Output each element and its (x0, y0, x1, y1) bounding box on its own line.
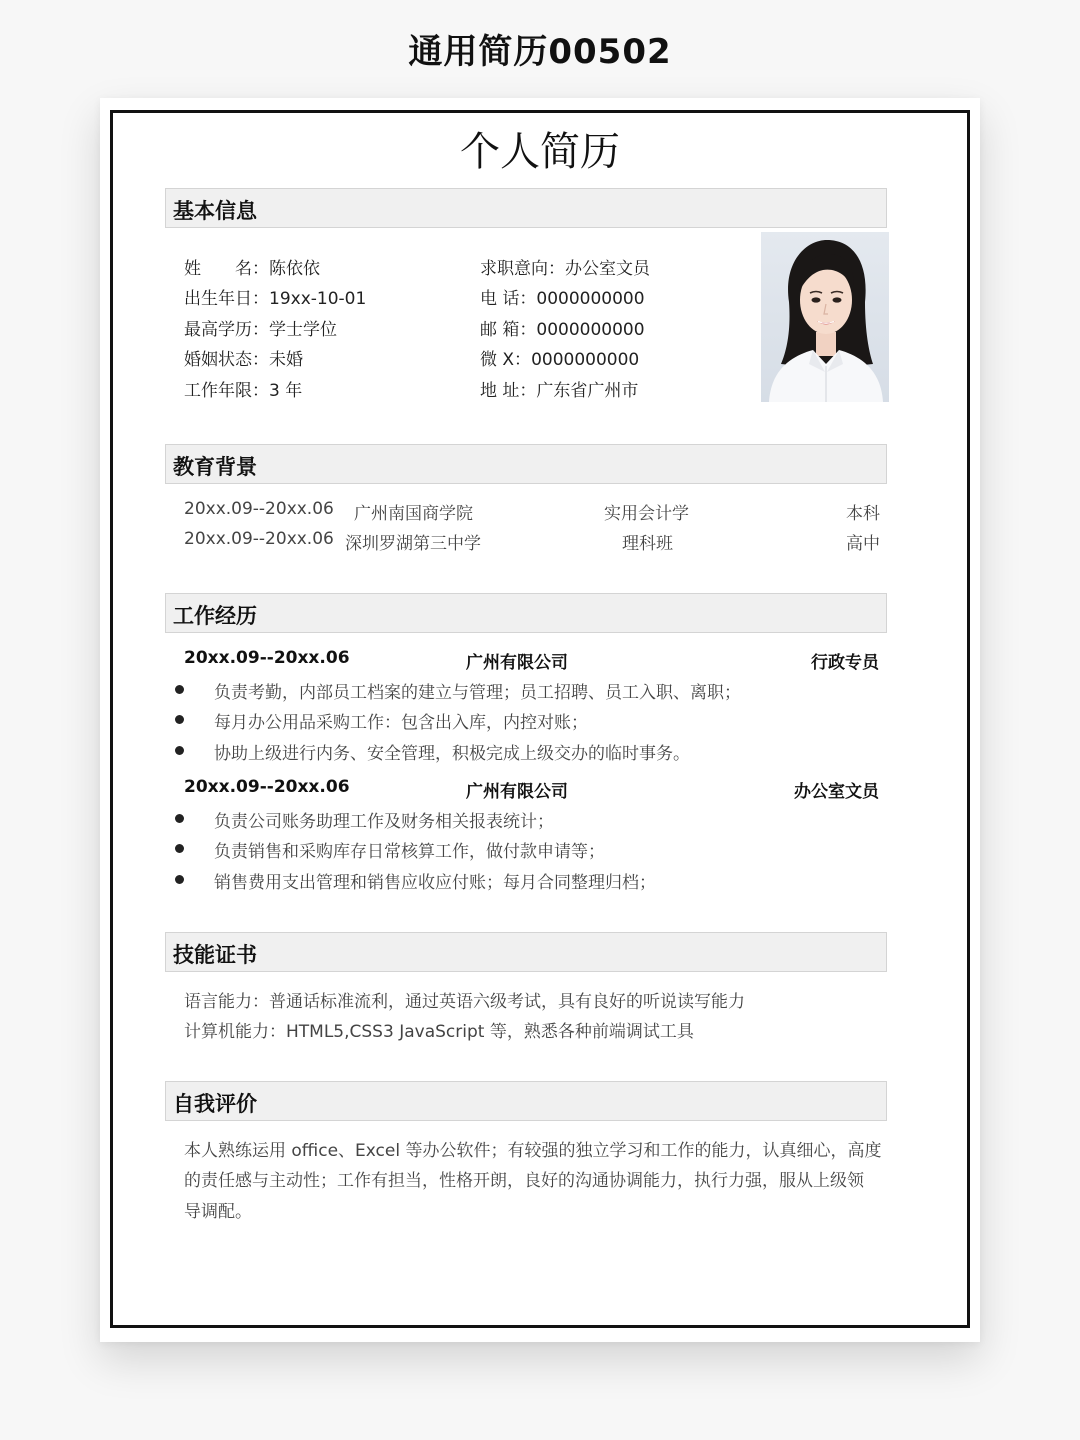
section-basic-info-label: 基本信息 (173, 199, 257, 223)
section-basic-info (165, 188, 887, 228)
work-duty: 销售费用支出管理和销售应收应付账；每月合同整理归档； (214, 873, 656, 893)
work-period: 20xx.09--20xx.06 (184, 777, 350, 797)
work-duty: 负责公司账务助理工作及财务相关报表统计； (214, 812, 554, 832)
page-title: 通用简历00502 (408, 32, 672, 72)
section-skills-label: 技能证书 (173, 943, 257, 967)
edu-major: 实用会计学 (604, 504, 689, 524)
basic-info-marital: 婚姻状态：未婚 (184, 350, 303, 370)
work-duty: 每月办公用品采购工作：包含出入库，内控对账； (214, 713, 588, 733)
work-company: 广州有限公司 (466, 782, 568, 802)
work-company: 广州有限公司 (466, 653, 568, 673)
work-duty: 协助上级进行内务、安全管理，积极完成上级交办的临时事务。 (214, 744, 690, 764)
basic-info-intention: 求职意向：办公室文员 (480, 259, 650, 279)
resume-title: 个人简历 (460, 129, 620, 175)
section-skills (165, 932, 887, 972)
self-eval-line: 的责任感与主动性；工作有担当，性格开朗，良好的沟通协调能力，执行力强，服从上级领 (184, 1171, 864, 1191)
edu-degree: 本科 (846, 504, 880, 524)
basic-info-address: 地 址：广东省广州市 (480, 381, 639, 401)
edu-degree: 高中 (846, 534, 880, 554)
bullet-dot (175, 685, 184, 694)
section-education-label: 教育背景 (173, 455, 257, 479)
section-work-label: 工作经历 (173, 604, 257, 628)
skill-computer: 计算机能力：HTML5,CSS3 JavaScript 等，熟悉各种前端调试工具 (184, 1022, 694, 1042)
edu-period: 20xx.09--20xx.06 (184, 499, 334, 519)
bullet-dot (175, 746, 184, 755)
work-position: 行政专员 (811, 653, 879, 673)
basic-info-email: 邮 箱：0000000000 (480, 320, 645, 340)
basic-info-degree: 最高学历：学士学位 (184, 320, 337, 340)
edu-period: 20xx.09--20xx.06 (184, 529, 334, 549)
work-duty: 负责考勤，内部员工档案的建立与管理；员工招聘、员工入职、离职； (214, 683, 741, 703)
self-eval-line: 本人熟练运用 office、Excel 等办公软件；有较强的独立学习和工作的能力，认真细心，高度 (184, 1141, 882, 1161)
basic-info-wechat: 微 X：0000000000 (480, 350, 640, 370)
basic-info-years: 工作年限：3 年 (184, 381, 303, 401)
work-position: 办公室文员 (794, 782, 879, 802)
work-period: 20xx.09--20xx.06 (184, 648, 350, 668)
section-education (165, 444, 887, 484)
work-duty: 负责销售和采购库存日常核算工作，做付款申请等； (214, 842, 605, 862)
skill-language: 语言能力：普通话标准流利，通过英语六级考试，具有良好的听说读写能力 (184, 992, 745, 1012)
bullet-dot (175, 844, 184, 853)
self-eval-line: 导调配。 (184, 1202, 252, 1222)
section-work (165, 593, 887, 633)
resume-paper (100, 98, 980, 1342)
edu-school: 深圳罗湖第三中学 (345, 534, 481, 554)
basic-info-birth: 出生年日：19xx-10-01 (184, 289, 367, 309)
profile-photo (761, 232, 889, 402)
basic-info-phone: 电 话：0000000000 (480, 289, 645, 309)
basic-info-name: 姓 名：陈依依 (184, 259, 320, 279)
section-self-eval (165, 1081, 887, 1121)
edu-major: 理科班 (622, 534, 673, 554)
edu-school: 广州南国商学院 (354, 504, 473, 524)
bullet-dot (175, 715, 184, 724)
section-self-eval-label: 自我评价 (173, 1092, 257, 1116)
bullet-dot (175, 814, 184, 823)
bullet-dot (175, 875, 184, 884)
